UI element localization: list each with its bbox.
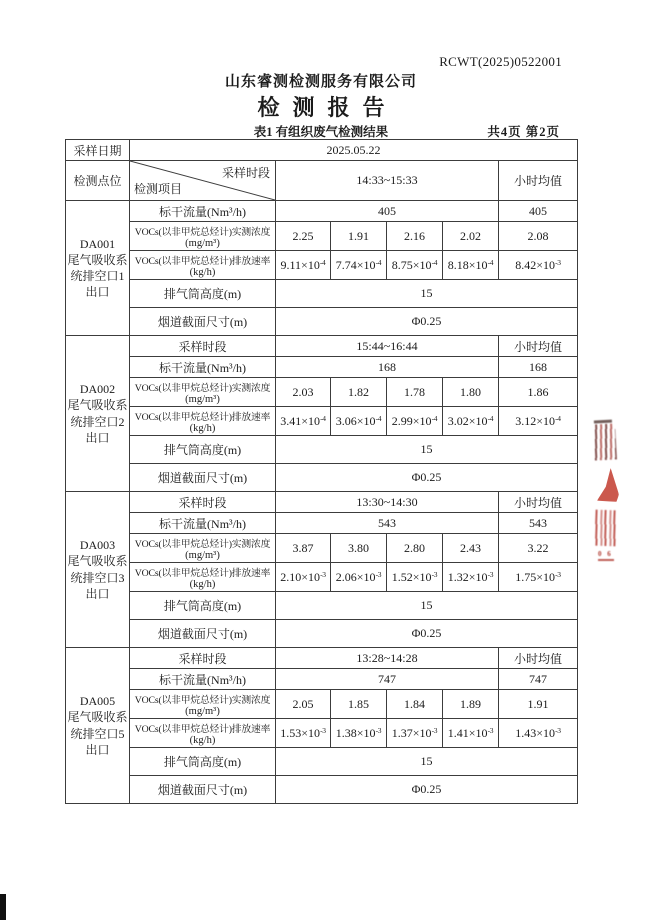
flow-label: 标干流量(Nm³/h): [130, 357, 276, 378]
rate-mantissa: 1.53×10: [280, 725, 321, 740]
point-label-da002: [66, 336, 130, 492]
stack-height-label: 排气筒高度(m): [130, 592, 276, 620]
duct-size-label: 烟道截面尺寸(m): [130, 620, 276, 648]
rate-mantissa: 3.02×10: [447, 413, 488, 428]
seal-fragment-text: 0 6: [598, 550, 614, 561]
point-code: DA001: [79, 236, 116, 251]
report-number: RCWT(2025)0522001: [439, 54, 562, 69]
rate-value: [443, 563, 499, 592]
rate-avg: [499, 719, 578, 748]
conc-value: 1.91: [331, 222, 387, 251]
flow-avg: 405: [499, 201, 578, 222]
seal-fragment-icon: [592, 423, 617, 460]
flow-label: 标干流量(Nm³/h): [130, 201, 276, 222]
conc-value: 2.05: [276, 690, 331, 719]
rate-exponent: -4: [555, 413, 561, 423]
hourly-avg-header: 小时均值: [499, 648, 578, 669]
rate-label: VOCs(以非甲烷总烃计)排放速率 (kg/h): [130, 251, 276, 280]
conc-value: 3.87: [276, 534, 331, 563]
sampling-date-label: 采样日期: [66, 140, 130, 161]
conc-avg: 2.08: [499, 222, 578, 251]
rate-mantissa: 1.37×10: [391, 725, 432, 740]
item-header-label: 检测项目: [134, 182, 183, 196]
conc-value: 2.80: [387, 534, 443, 563]
point-name: 尾气吸收系统排空口3出口: [67, 554, 128, 601]
seal-fragment-icon: [593, 510, 618, 547]
point-label-da001: [66, 201, 130, 336]
flow-avg: 747: [499, 669, 578, 690]
rate-value: [276, 407, 331, 436]
rate-exponent: -3: [320, 569, 326, 579]
rate-label: VOCs(以非甲烷总烃计)排放速率 (kg/h): [130, 407, 276, 436]
rate-mantissa: 1.38×10: [335, 725, 376, 740]
results-table: [65, 139, 578, 804]
conc-avg: 1.91: [499, 690, 578, 719]
period-row-label: 采样时段: [130, 336, 276, 357]
rate-mantissa: 8.42×10: [515, 257, 556, 272]
duct-size-label: 烟道截面尺寸(m): [130, 308, 276, 336]
rate-exponent: -4: [431, 413, 438, 423]
table-caption: 表1 有组织废气检测结果: [253, 125, 389, 139]
seal-fragment-icon: [597, 468, 619, 502]
conc-value: 1.84: [387, 690, 443, 719]
flow-label: 标干流量(Nm³/h): [130, 513, 276, 534]
hourly-avg-header: 小时均值: [499, 492, 578, 513]
conc-value: 1.85: [331, 690, 387, 719]
sampling-date-value: 2025.05.22: [130, 140, 578, 161]
period-header-label: 采样时段: [221, 166, 270, 180]
conc-value: 2.16: [387, 222, 443, 251]
flow-value: 405: [276, 201, 499, 222]
flow-avg: 543: [499, 513, 578, 534]
rate-avg: [499, 407, 578, 436]
rate-mantissa: 9.11×10: [280, 257, 320, 272]
rate-exponent: -3: [555, 725, 561, 735]
conc-avg: 1.86: [499, 378, 578, 407]
duct-size-label: 烟道截面尺寸(m): [130, 776, 276, 804]
rate-exponent: -4: [487, 413, 494, 423]
point-column-header: 检测点位: [66, 161, 130, 201]
rate-mantissa: 2.99×10: [391, 413, 432, 428]
stack-height-label: 排气筒高度(m): [130, 280, 276, 308]
point-name: 尾气吸收系统排空口1出口: [67, 252, 128, 300]
conc-value: 2.25: [276, 222, 331, 251]
conc-value: 1.89: [443, 690, 499, 719]
period-value-da002: 15:44~16:44: [276, 336, 499, 357]
conc-value: 2.02: [443, 222, 499, 251]
rate-mantissa: 1.41×10: [447, 725, 488, 740]
rate-mantissa: 1.32×10: [447, 569, 488, 584]
period-value-da003: 13:30~14:30: [276, 492, 499, 513]
point-code: DA005: [79, 694, 116, 709]
rate-exponent: -3: [487, 725, 494, 735]
conc-avg: 3.22: [499, 534, 578, 563]
rate-exponent: -3: [555, 257, 561, 267]
rate-label: VOCs(以非甲烷总烃计)排放速率 (kg/h): [130, 719, 276, 748]
rate-avg: [499, 563, 578, 592]
rate-mantissa: 1.75×10: [515, 569, 556, 584]
rate-value: [387, 719, 443, 748]
rate-mantissa: 1.43×10: [515, 725, 556, 740]
conc-value: 1.78: [387, 378, 443, 407]
point-name: 尾气吸收系统排空口5出口: [67, 710, 128, 757]
rate-label: VOCs(以非甲烷总烃计)排放速率 (kg/h): [130, 563, 276, 592]
rate-exponent: -3: [555, 569, 561, 579]
rate-value: [331, 719, 387, 748]
rate-exponent: -4: [320, 413, 326, 423]
rate-exponent: -3: [375, 725, 382, 735]
flow-avg: 168: [499, 357, 578, 378]
rate-mantissa: 3.06×10: [335, 413, 376, 428]
stack-height-value: 15: [276, 748, 578, 776]
stack-height-label: 排气筒高度(m): [130, 436, 276, 464]
company-name: 山东睿测检测服务有限公司: [224, 74, 417, 90]
point-code: DA003: [79, 538, 116, 553]
diagonal-header-cell: [130, 161, 276, 201]
period-row-label: 采样时段: [130, 492, 276, 513]
rate-exponent: -4: [431, 257, 438, 267]
rate-value: [443, 719, 499, 748]
rate-exponent: -4: [487, 257, 494, 267]
conc-label: VOCs(以非甲烷总烃计)实测浓度 (mg/m³): [130, 534, 276, 563]
stack-height-value: 15: [276, 592, 578, 620]
rate-value: [331, 563, 387, 592]
rate-exponent: -4: [319, 257, 326, 267]
rate-avg: [499, 251, 578, 280]
conc-label: VOCs(以非甲烷总烃计)实测浓度 (mg/m³): [130, 690, 276, 719]
duct-size-value: Φ0.25: [276, 464, 578, 492]
stack-height-label: 排气筒高度(m): [130, 748, 276, 776]
document-title: 检测报告: [257, 95, 398, 120]
rate-value: [387, 563, 443, 592]
page-number: 共4页 第2页: [487, 125, 560, 139]
conc-value: 1.80: [443, 378, 499, 407]
scan-edge-artifact: [0, 894, 6, 920]
flow-value: 168: [276, 357, 499, 378]
rate-exponent: -3: [431, 569, 438, 579]
flow-label: 标干流量(Nm³/h): [130, 669, 276, 690]
stack-height-value: 15: [276, 280, 578, 308]
rate-mantissa: 8.18×10: [447, 257, 488, 272]
rate-mantissa: 7.74×10: [335, 257, 376, 272]
rate-value: [443, 251, 499, 280]
conc-label: VOCs(以非甲烷总烃计)实测浓度 (mg/m³): [130, 222, 276, 251]
period-value-da001: 14:33~15:33: [276, 161, 499, 201]
rate-mantissa: 8.75×10: [391, 257, 432, 272]
conc-value: 2.03: [276, 378, 331, 407]
period-row-label: 采样时段: [130, 648, 276, 669]
duct-size-value: Φ0.25: [276, 620, 578, 648]
rate-mantissa: 1.52×10: [391, 569, 432, 584]
rate-value: [387, 407, 443, 436]
period-value-da005: 13:28~14:28: [276, 648, 499, 669]
rate-value: [276, 251, 331, 280]
conc-value: 1.82: [331, 378, 387, 407]
rate-exponent: -4: [375, 413, 382, 423]
conc-value: 2.43: [443, 534, 499, 563]
hourly-avg-header: 小时均值: [499, 161, 578, 201]
rate-value: [331, 251, 387, 280]
duct-size-value: Φ0.25: [276, 308, 578, 336]
rate-mantissa: 2.06×10: [335, 569, 376, 584]
rate-exponent: -3: [320, 725, 326, 735]
duct-size-label: 烟道截面尺寸(m): [130, 464, 276, 492]
rate-value: [443, 407, 499, 436]
red-seal: [588, 422, 630, 570]
rate-value: [387, 251, 443, 280]
flow-value: 747: [276, 669, 499, 690]
point-label-da005: [66, 648, 130, 804]
rate-value: [331, 407, 387, 436]
point-label-da003: [66, 492, 130, 648]
point-code: DA002: [79, 382, 116, 397]
conc-value: 3.80: [331, 534, 387, 563]
rate-mantissa: 2.10×10: [280, 569, 321, 584]
stack-height-value: 15: [276, 436, 578, 464]
rate-mantissa: 3.12×10: [515, 413, 556, 428]
rate-mantissa: 3.41×10: [280, 413, 321, 428]
rate-exponent: -4: [375, 257, 382, 267]
rate-exponent: -3: [375, 569, 382, 579]
conc-label: VOCs(以非甲烷总烃计)实测浓度 (mg/m³): [130, 378, 276, 407]
rate-exponent: -3: [487, 569, 494, 579]
rate-value: [276, 719, 331, 748]
point-name: 尾气吸收系统排空口2出口: [67, 398, 128, 445]
rate-exponent: -3: [431, 725, 438, 735]
flow-value: 543: [276, 513, 499, 534]
duct-size-value: Φ0.25: [276, 776, 578, 804]
rate-value: [276, 563, 331, 592]
hourly-avg-header: 小时均值: [499, 336, 578, 357]
